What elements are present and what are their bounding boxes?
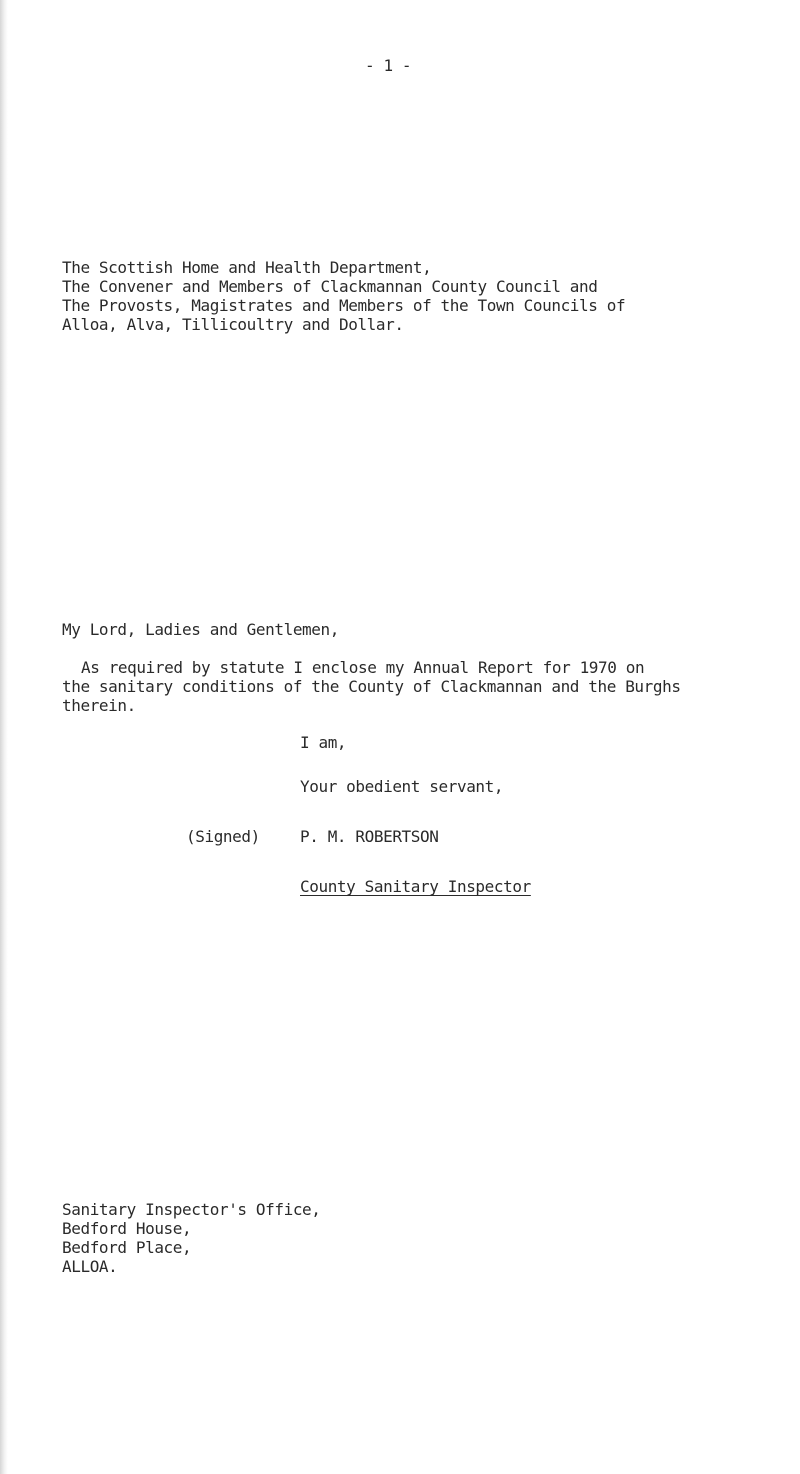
page-edge-shadow xyxy=(0,0,8,1474)
addressee-line: The Convener and Members of Clackmannan County Council and xyxy=(62,277,598,296)
addressee-block xyxy=(62,258,625,334)
addressee-line: The Scottish Home and Health Department, xyxy=(62,258,432,277)
office-address-block xyxy=(62,1200,321,1276)
addressee-line: Alloa, Alva, Tillicoultry and Dollar. xyxy=(62,315,404,334)
body-line: As required by statute I enclose my Annual Report for 1970 on xyxy=(81,658,645,677)
address-line: Bedford Place, xyxy=(62,1238,192,1257)
address-line: ALLOA. xyxy=(62,1257,118,1276)
signatory-title: County Sanitary Inspector xyxy=(300,877,531,896)
salutation: My Lord, Ladies and Gentlemen, xyxy=(62,620,339,639)
signatory-name: P. M. ROBERTSON xyxy=(300,827,439,846)
page-number: - 1 - xyxy=(365,56,412,75)
closing-servant: Your obedient servant, xyxy=(300,777,504,796)
closing-i-am: I am, xyxy=(300,733,347,752)
body-line: therein. xyxy=(62,696,136,715)
address-line: Sanitary Inspector's Office, xyxy=(62,1200,321,1219)
addressee-line: The Provosts, Magistrates and Members of the Town Councils of xyxy=(62,296,626,315)
body-line: the sanitary conditions of the County of Clackmannan and the Burghs xyxy=(62,677,681,696)
body-paragraph xyxy=(62,658,681,715)
address-line: Bedford House, xyxy=(62,1219,192,1238)
signed-label: (Signed) xyxy=(186,827,260,846)
